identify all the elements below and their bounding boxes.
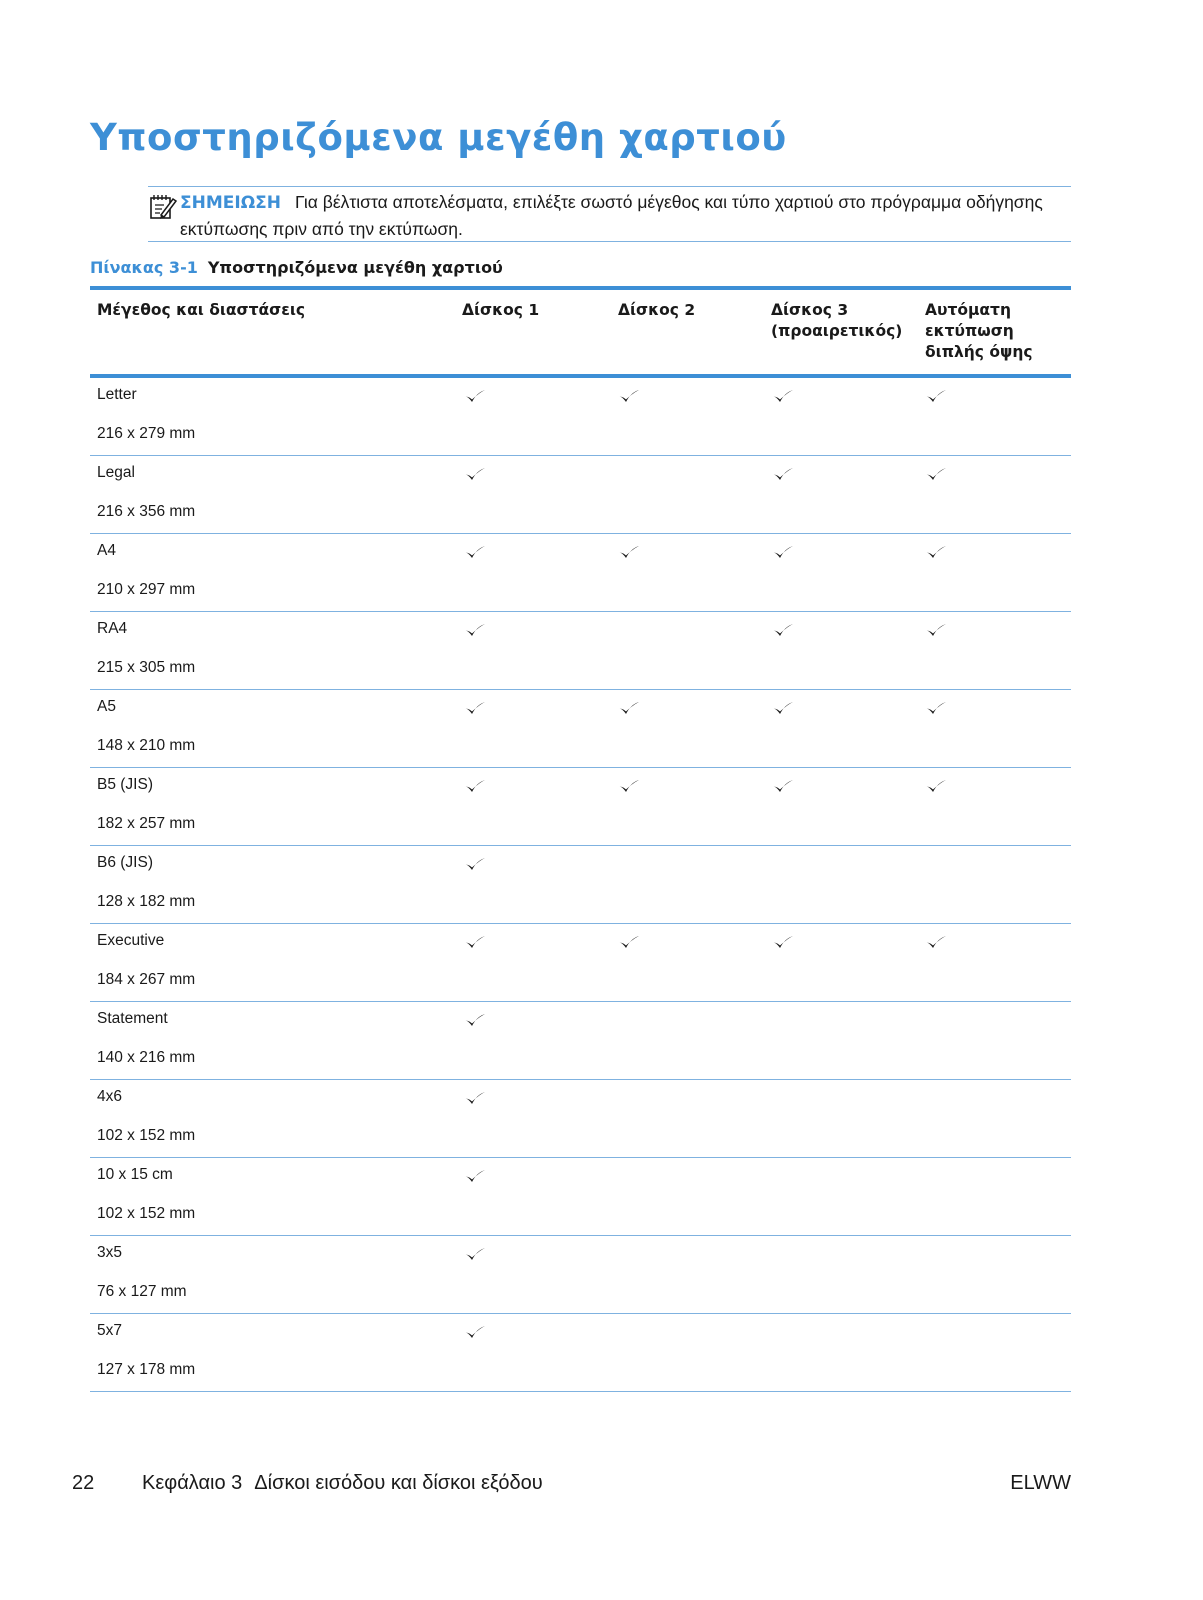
paper-size-name: RA4 — [97, 620, 128, 637]
header-tray3: Δίσκος 3 (προαιρετικός) — [771, 301, 903, 340]
table-row — [90, 1314, 1071, 1392]
paper-size-name: 3x5 — [97, 1244, 122, 1261]
checkmark-icon — [618, 544, 640, 560]
checkmark-icon — [772, 934, 794, 950]
table-row — [90, 612, 1071, 690]
table-row — [90, 1002, 1071, 1080]
paper-size-dimensions: 148 x 210 mm — [97, 737, 196, 754]
table-row — [90, 1236, 1071, 1314]
checkmark-icon — [772, 388, 794, 404]
checkmark-icon — [925, 466, 947, 482]
checkmark-icon — [925, 622, 947, 638]
table-body — [90, 378, 1071, 1392]
header-tray1: Δίσκος 1 — [462, 301, 540, 319]
checkmark-icon — [772, 544, 794, 560]
paper-size-name: 5x7 — [97, 1322, 122, 1339]
checkmark-icon — [618, 778, 640, 794]
table-row — [90, 1158, 1071, 1236]
paper-size-dimensions: 216 x 356 mm — [97, 503, 196, 520]
paper-size-name: A4 — [97, 542, 116, 559]
paper-size-name: 4x6 — [97, 1088, 122, 1105]
table-header — [90, 290, 1071, 378]
checkmark-icon — [772, 778, 794, 794]
checkmark-icon — [618, 934, 640, 950]
checkmark-icon — [925, 700, 947, 716]
checkmark-icon — [464, 1090, 486, 1106]
checkmark-icon — [464, 1168, 486, 1184]
header-duplex: Αυτόματη εκτύπωση διπλής όψης — [925, 301, 1033, 361]
table-caption — [90, 258, 503, 277]
table-title: Υποστηριζόμενα μεγέθη χαρτιού — [207, 258, 503, 277]
paper-size-name: Legal — [97, 464, 135, 481]
chapter-label — [142, 1472, 543, 1495]
checkmark-icon — [618, 388, 640, 404]
paper-sizes-table — [90, 286, 1071, 1392]
page-title: Υποστηριζόμενα μεγέθη χαρτιού — [90, 116, 787, 159]
chapter-title: Δίσκοι εισόδου και δίσκοι εξόδου — [254, 1472, 543, 1494]
table-row — [90, 378, 1071, 456]
table-number: Πίνακας 3-1 — [90, 258, 198, 277]
table-row — [90, 534, 1071, 612]
checkmark-icon — [464, 856, 486, 872]
checkmark-icon — [464, 934, 486, 950]
checkmark-icon — [618, 700, 640, 716]
paper-size-dimensions: 210 x 297 mm — [97, 581, 196, 598]
checkmark-icon — [464, 622, 486, 638]
note-text — [180, 189, 1071, 242]
checkmark-icon — [464, 1246, 486, 1262]
paper-size-dimensions: 102 x 152 mm — [97, 1127, 196, 1144]
checkmark-icon — [925, 934, 947, 950]
table-row — [90, 924, 1071, 1002]
table-row — [90, 768, 1071, 846]
checkmark-icon — [772, 466, 794, 482]
table-row — [90, 690, 1071, 768]
note-box — [148, 186, 1071, 242]
paper-size-dimensions: 128 x 182 mm — [97, 893, 196, 910]
checkmark-icon — [464, 1324, 486, 1340]
chapter-number: Κεφάλαιο 3 — [142, 1472, 243, 1494]
paper-size-name: A5 — [97, 698, 116, 715]
paper-size-dimensions: 216 x 279 mm — [97, 425, 196, 442]
footer-code: ELWW — [1010, 1472, 1071, 1494]
paper-size-name: B5 (JIS) — [97, 776, 153, 793]
paper-size-dimensions: 215 x 305 mm — [97, 659, 196, 676]
checkmark-icon — [464, 466, 486, 482]
checkmark-icon — [772, 700, 794, 716]
paper-size-name: Statement — [97, 1010, 168, 1027]
checkmark-icon — [464, 544, 486, 560]
paper-size-name: 10 x 15 cm — [97, 1166, 173, 1183]
page-number: 22 — [72, 1472, 95, 1494]
paper-size-dimensions: 140 x 216 mm — [97, 1049, 196, 1066]
paper-size-dimensions: 182 x 257 mm — [97, 815, 196, 832]
checkmark-icon — [464, 700, 486, 716]
checkmark-icon — [925, 778, 947, 794]
checkmark-icon — [925, 388, 947, 404]
checkmark-icon — [925, 544, 947, 560]
paper-size-dimensions: 102 x 152 mm — [97, 1205, 196, 1222]
paper-size-name: Letter — [97, 386, 137, 403]
table-row — [90, 1080, 1071, 1158]
note-pencil-icon — [148, 191, 178, 221]
paper-size-name: Executive — [97, 932, 165, 949]
paper-size-dimensions: 184 x 267 mm — [97, 971, 196, 988]
table-row — [90, 846, 1071, 924]
checkmark-icon — [464, 388, 486, 404]
table-row — [90, 456, 1071, 534]
header-size: Μέγεθος και διαστάσεις — [97, 301, 306, 319]
checkmark-icon — [464, 778, 486, 794]
header-tray2: Δίσκος 2 — [618, 301, 696, 319]
checkmark-icon — [772, 622, 794, 638]
paper-size-dimensions: 76 x 127 mm — [97, 1283, 187, 1300]
note-label: ΣΗΜΕΙΩΣΗ — [180, 193, 281, 213]
note-body: Για βέλτιστα αποτελέσματα, επιλέξτε σωστό μέγεθος και τύπο χαρτιού στο πρόγραμμα οδήγησης εκτύπωσης πριν από την εκτύπωση. — [180, 192, 1043, 239]
paper-size-name: B6 (JIS) — [97, 854, 153, 871]
checkmark-icon — [464, 1012, 486, 1028]
paper-size-dimensions: 127 x 178 mm — [97, 1361, 196, 1378]
